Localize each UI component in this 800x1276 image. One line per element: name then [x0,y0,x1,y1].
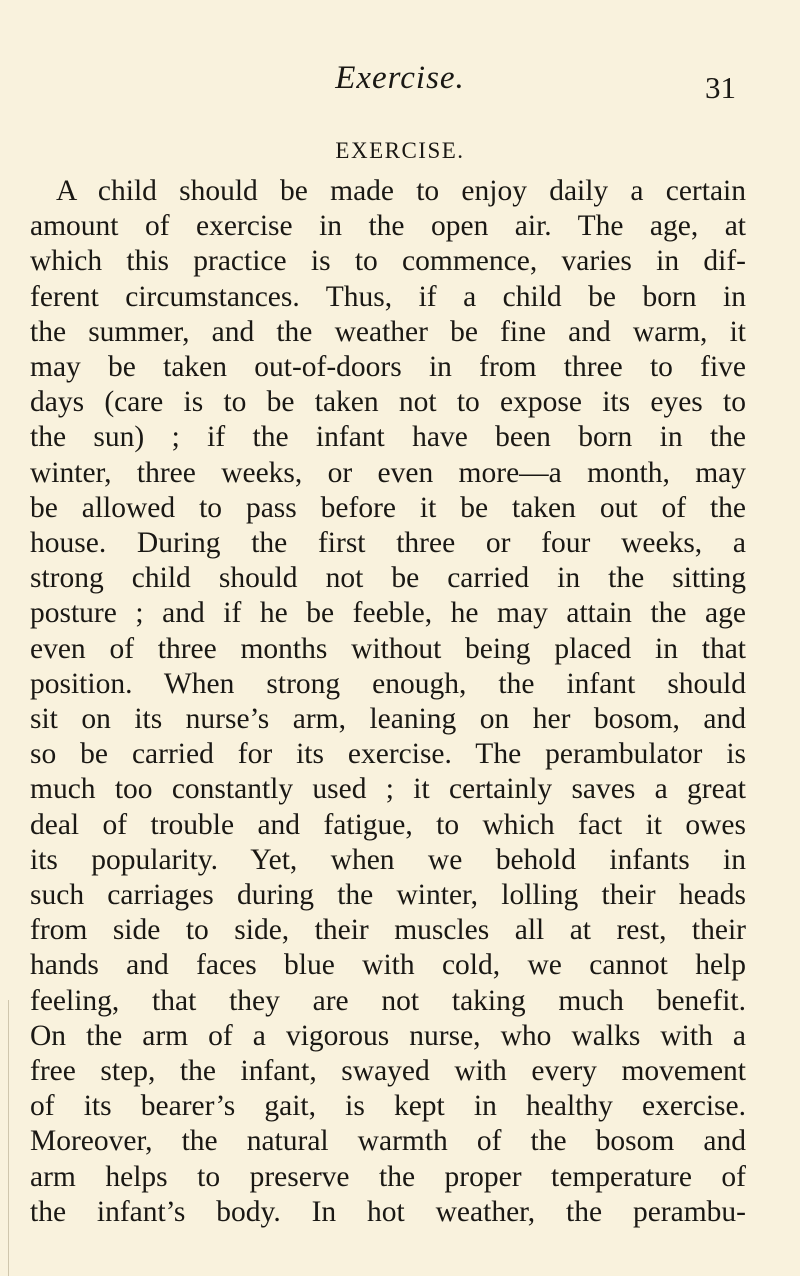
text-line: deal of trouble and fatigue, to which fact it owes [30,808,746,841]
text-line: strong child should not be carried in the sitting [30,562,746,595]
section-heading: EXERCISE. [335,138,465,163]
text-line: its popularity. Yet, when we behold infants in [30,843,746,876]
text-line: which this practice is to commence, varies in dif- [30,245,746,278]
text-line: of its bearer’s gait, is kept in healthy exercise. [30,1090,746,1123]
text-line: posture ; and if he be feeble, he may attain the age [30,597,746,630]
text-line: days (care is to be taken not to expose its eyes to [30,386,746,419]
text-line: so be carried for its exercise. The perambulator is [30,738,746,771]
text-line: amount of exercise in the open air. The age, at [30,210,746,243]
text-line: arm helps to preserve the proper temperature of [30,1160,746,1193]
text-line: may be taken out-of-doors in from three to five [30,351,746,384]
text-line: hands and faces blue with cold, we cannot help [30,949,746,982]
text-line: the sun) ; if the infant have been born in the [30,421,746,454]
running-title: Exercise. [335,60,465,96]
text-line: such carriages during the winter, lolling their heads [30,879,746,912]
running-head [0,58,800,108]
text-line: the infant’s body. In hot weather, the perambu- [30,1195,746,1228]
text-line: house. During the first three or four weeks, a [30,527,746,560]
text-line: On the arm of a vigorous nurse, who walks with a [30,1019,746,1052]
page-number: 31 [705,70,736,105]
text-line: free step, the infant, swayed with every movement [30,1055,746,1088]
text-line: sit on its nurse’s arm, leaning on her bosom, and [30,703,746,736]
text-line: ferent circumstances. Thus, if a child be born in [30,280,746,313]
text-line: position. When strong enough, the infant should [30,667,746,700]
text-line: the summer, and the weather be fine and warm, it [30,315,746,348]
body-text [30,174,746,1230]
text-line: feeling, that they are not taking much benefit. [30,984,746,1017]
text-line: even of three months without being placed in that [30,632,746,665]
page-edge-shadow [8,1000,9,1276]
text-line: be allowed to pass before it be taken out of the [30,491,746,524]
text-line: A child should be made to enjoy daily a certain [56,175,746,207]
text-line: Moreover, the natural warmth of the bosom and [30,1125,746,1158]
text-line: much too constantly used ; it certainly saves a great [30,773,746,806]
text-line: winter, three weeks, or even more—a month, may [30,456,746,489]
text-line: from side to side, their muscles all at rest, their [30,914,746,947]
